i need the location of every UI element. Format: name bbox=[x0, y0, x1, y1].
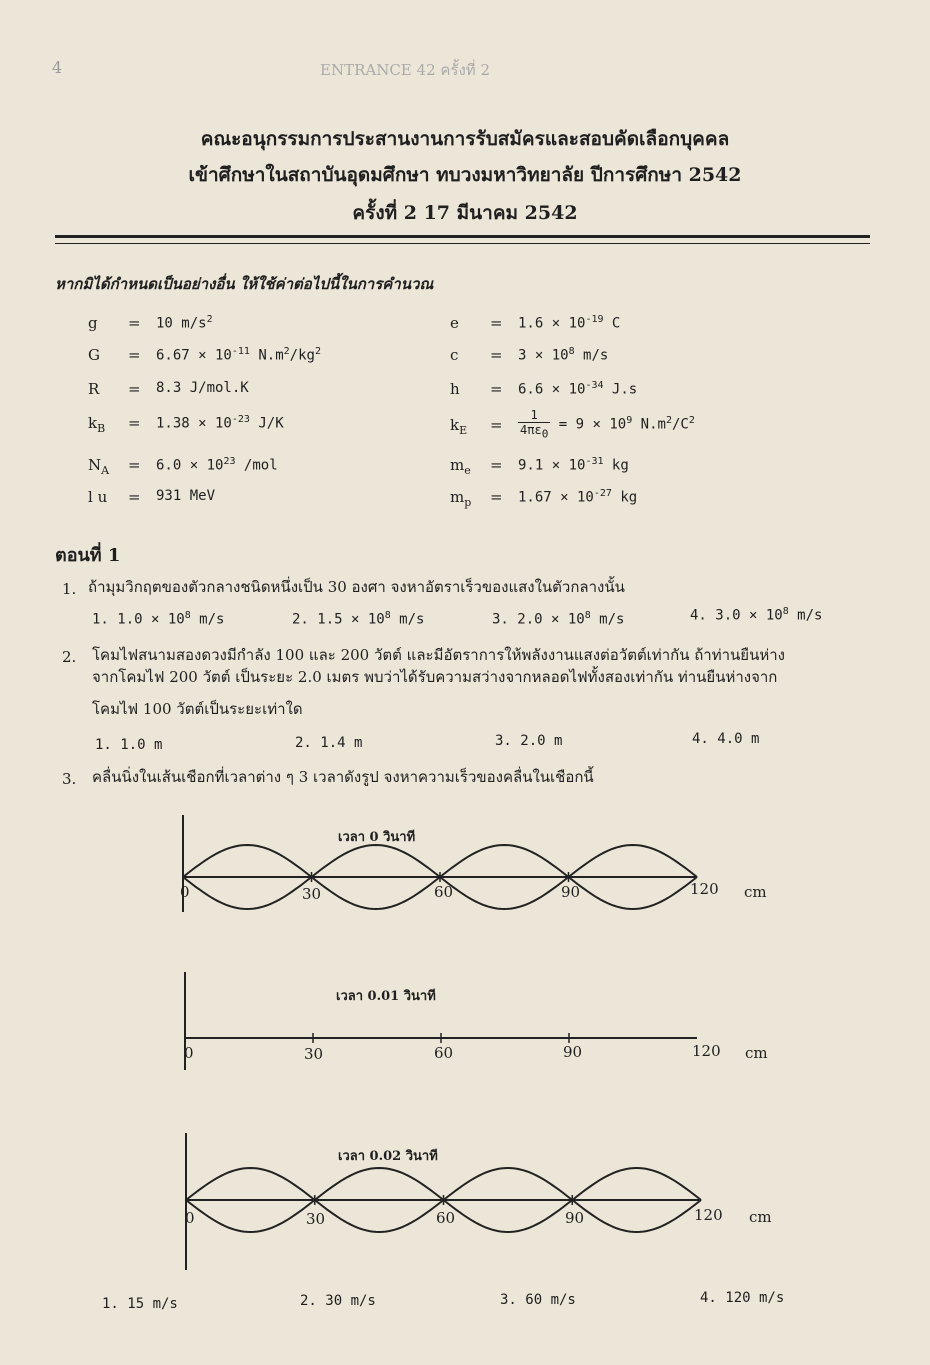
question-2-line-1: โคมไฟสนามสองดวงมีกำลัง 100 และ 200 วัตต์ และมีอัตราการให้พลังงานแสงต่อวัตต์เท่ากัน ถ้าท่านยืนห่าง bbox=[92, 646, 785, 664]
question-3-option-3[interactable]: 3. 60 m/s bbox=[500, 1292, 576, 1308]
question-3-number: 3. bbox=[62, 770, 77, 788]
axis-unit: cm bbox=[749, 1208, 772, 1226]
question-1-option-2[interactable]: 2. $1.5 \times 10^8$ m/s bbox=[292, 610, 425, 628]
tick-90: 90 bbox=[561, 883, 581, 901]
tick-30: 30 bbox=[306, 1210, 326, 1228]
wave-label-t0: เวลา 0 วินาที bbox=[338, 830, 416, 845]
question-1-number: 1. bbox=[62, 580, 77, 598]
question-2-option-3[interactable]: 3. 2.0 m bbox=[495, 733, 563, 749]
question-3-option-2[interactable]: 2. 30 m/s bbox=[300, 1293, 376, 1309]
question-2-line-2: จากโคมไฟ 200 วัตต์ เป็นระยะ 2.0 เมตร พบว่าได้รับความสว่างจากหลอดไฟทั้งสองเท่ากัน ท่านยืนห่างจาก bbox=[92, 668, 778, 686]
tick-60: 60 bbox=[436, 1209, 456, 1227]
question-2-number: 2. bbox=[62, 648, 77, 666]
question-2-option-4[interactable]: 4. 4.0 m bbox=[692, 731, 760, 747]
tick-0: 0 bbox=[180, 883, 190, 901]
section-title: ตอนที่ 1 bbox=[55, 545, 121, 566]
tick-30: 30 bbox=[302, 885, 322, 903]
tick-0: 0 bbox=[184, 1044, 194, 1062]
page-number: 4 bbox=[52, 58, 63, 77]
question-3-option-1[interactable]: 1. 15 m/s bbox=[102, 1296, 178, 1312]
axis-unit: cm bbox=[744, 883, 767, 901]
question-3-text: คลื่นนิ่งในเส้นเชือกที่เวลาต่าง ๆ 3 เวลาดังรูป จงหาความเร็วของคลื่นในเชือกนี้ bbox=[92, 768, 594, 786]
tick-120: 120 bbox=[694, 1206, 723, 1224]
running-head: ENTRANCE 42 ครั้งที่ 2 bbox=[320, 61, 490, 79]
tick-90: 90 bbox=[565, 1209, 585, 1227]
title-line-1: คณะอนุกรรมการประสานงานการรับสมัครและสอบคัดเลือกบุคคล bbox=[200, 128, 730, 150]
wave-label-t001: เวลา 0.01 วินาที bbox=[336, 989, 436, 1004]
question-2-option-2[interactable]: 2. 1.4 m bbox=[295, 735, 363, 751]
question-1-text: ถ้ามุมวิกฤตของตัวกลางชนิดหนึ่งเป็น 30 องศา จงหาอัตราเร็วของแสงในตัวกลางนั้น bbox=[88, 578, 625, 596]
tick-30: 30 bbox=[304, 1045, 324, 1063]
question-2-option-1[interactable]: 1. 1.0 m bbox=[95, 737, 163, 753]
tick-120: 120 bbox=[692, 1042, 721, 1060]
title-line-2: เข้าศึกษาในสถาบันอุดมศึกษา ทบวงมหาวิทยาลัย ปีการศึกษา 2542 bbox=[188, 164, 742, 186]
wave-label-t002: เวลา 0.02 วินาที bbox=[338, 1149, 438, 1164]
question-1-option-3[interactable]: 3. $2.0 \times 10^8$ m/s bbox=[492, 610, 625, 628]
title-line-3: ครั้งที่ 2 17 มีนาคม 2542 bbox=[352, 202, 578, 224]
kE-fraction: $\frac{1}{4\pi\varepsilon_0}$ bbox=[520, 408, 549, 441]
tick-60: 60 bbox=[434, 883, 454, 901]
axis-unit: cm bbox=[745, 1044, 768, 1062]
question-1-option-1[interactable]: 1. $1.0 \times 10^8$ m/s bbox=[92, 610, 225, 628]
tick-120: 120 bbox=[690, 880, 719, 898]
tick-60: 60 bbox=[434, 1044, 454, 1062]
tick-90: 90 bbox=[563, 1043, 583, 1061]
constants-note: หากมิได้กำหนดเป็นอย่างอื่น ให้ใช้ค่าต่อไปนี้ในการคำนวณ bbox=[55, 275, 434, 293]
question-2-line-3: โคมไฟ 100 วัตต์เป็นระยะเท่าใด bbox=[92, 700, 303, 718]
tick-0: 0 bbox=[185, 1209, 195, 1227]
question-1-option-4[interactable]: 4. $3.0 \times 10^8$ m/s bbox=[690, 606, 823, 624]
question-3-option-4[interactable]: 4. 120 m/s bbox=[700, 1290, 785, 1306]
